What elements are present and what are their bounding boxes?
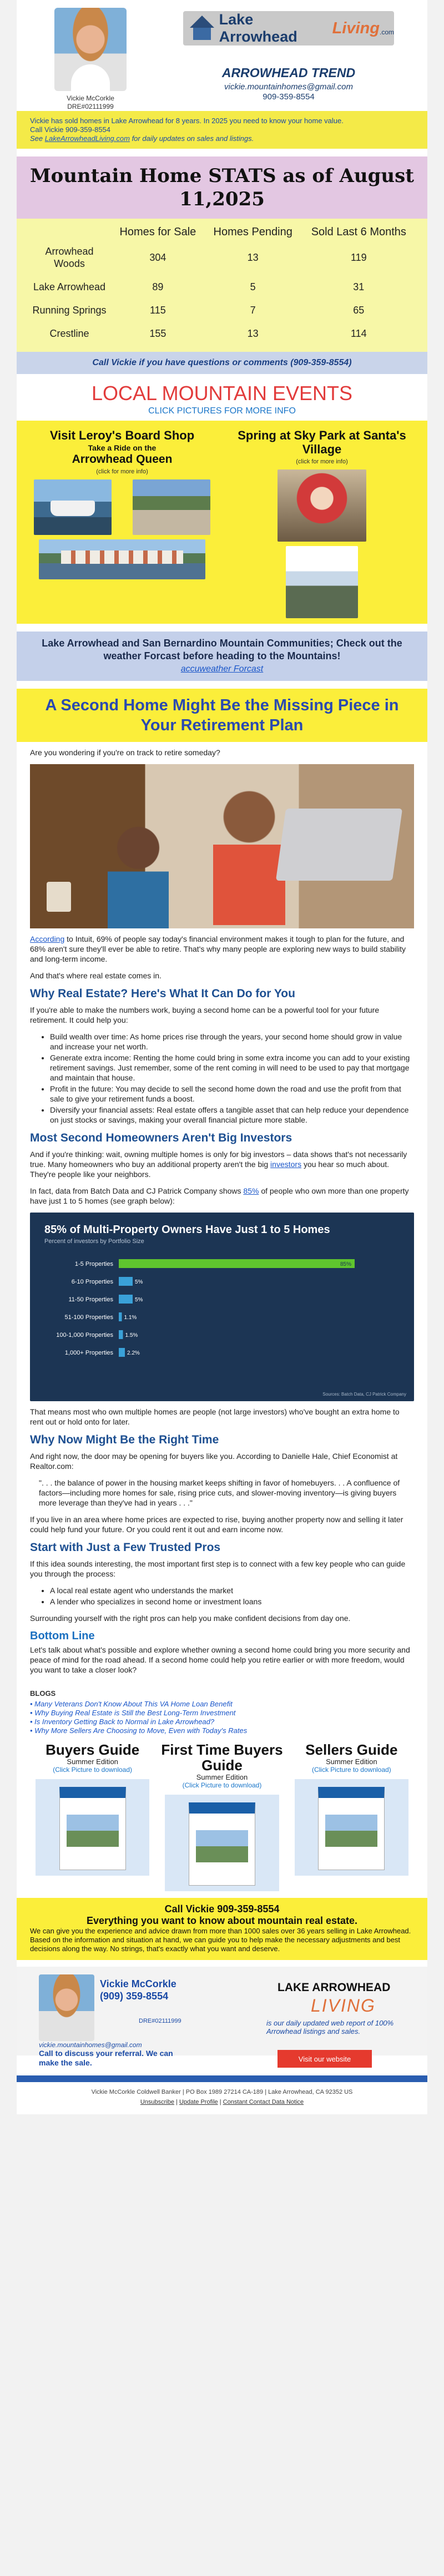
events-title: LOCAL MOUNTAIN EVENTS bbox=[91, 382, 353, 405]
stats-area: Crestline bbox=[49, 328, 89, 339]
footer-discuss: Call to discuss your referral. We can make the sale. bbox=[39, 2049, 173, 2067]
chart-subtitle: Percent of investors by Portfolio Size bbox=[44, 1238, 144, 1245]
stats-header-blank bbox=[28, 222, 111, 240]
header bbox=[17, 0, 427, 111]
stats-pending: 13 bbox=[247, 328, 259, 339]
article-paragraph bbox=[30, 1186, 414, 1206]
article-paragraph: And that's where real estate comes in. bbox=[30, 971, 162, 980]
stats-sold: 65 bbox=[353, 305, 365, 316]
hero-mug bbox=[47, 882, 71, 912]
sellers-guide-cover[interactable] bbox=[318, 1787, 385, 1870]
stats-header-pending: Homes Pending bbox=[213, 226, 292, 238]
house-logo-icon bbox=[186, 13, 216, 43]
data-notice-link[interactable]: Constant Contact Data Notice bbox=[223, 2099, 304, 2105]
stats-for-sale: 89 bbox=[152, 281, 164, 292]
buyers-guide[interactable] bbox=[28, 1742, 157, 1891]
p4-b: you hear so much about. They're people like your neighbors. bbox=[30, 1160, 390, 1179]
stats-sold: 31 bbox=[353, 281, 365, 292]
stats-area: Lake Arrowhead bbox=[33, 281, 106, 292]
update-profile-link[interactable]: Update Profile bbox=[179, 2099, 218, 2105]
table-row bbox=[28, 299, 416, 322]
events-panel bbox=[17, 421, 427, 624]
guide-click: (Click Picture to download) bbox=[182, 1781, 262, 1789]
percent-link[interactable]: 85% bbox=[243, 1186, 259, 1195]
article-paragraph: If you're able to make the numbers work, buying a second home can be a powerful tool for your future retirement. It could help you: bbox=[30, 1006, 380, 1024]
list-item: • Generate extra income: Renting the home could bring in some extra income you can add to your existing retirement savings. Just remember, some of the rent coming in will need to be used to pay that mortgage and maintain that house. bbox=[50, 1053, 414, 1083]
chart-bar bbox=[119, 1295, 133, 1304]
article-hero-image bbox=[30, 764, 414, 928]
article-paragraph: If this idea sounds interesting, the most important first step is to connect with a few key people who can guide you through the process: bbox=[30, 1559, 406, 1578]
stats-area: Running Springs bbox=[32, 305, 107, 316]
lake-arrowhead-living-logo[interactable] bbox=[183, 11, 394, 46]
stats-title: Mountain Home STATS as of August 11,2025 bbox=[17, 156, 427, 219]
guide-edition: Summer Edition bbox=[326, 1757, 377, 1766]
table-row bbox=[28, 322, 416, 345]
stats-sold: 119 bbox=[350, 252, 367, 263]
first-time-buyers-guide[interactable] bbox=[157, 1742, 286, 1891]
buyers-guide-cover[interactable] bbox=[59, 1787, 126, 1870]
call-box-body: We can give you the experience and advice drawn from more than 1000 sales over 36 years selling in Lake Arrowhead. Based on the information and situation at hand, we can guide you to help make the necessary adjustments and best decisions along the way. No strings, that's exactly what you want and deserve. bbox=[30, 1927, 411, 1953]
article-body-4 bbox=[17, 1407, 427, 1427]
stats-call-cta[interactable]: Call Vickie if you have questions or comments (909-359-8554) bbox=[17, 352, 427, 374]
article-title: A Second Home Might Be the Missing Piece in Your Retirement Plan bbox=[17, 689, 427, 742]
blogs-section bbox=[17, 1681, 427, 1737]
chart-bar bbox=[119, 1259, 355, 1268]
guide-title: First Time Buyers Guide bbox=[161, 1741, 283, 1774]
article-lede: Are you wondering if you're on track to retire someday? bbox=[30, 748, 220, 757]
chart-value-label: 5% bbox=[135, 1297, 143, 1303]
article-paragraph: That means most who own multiple homes are people (not large investors) who've bought an extra home to rent out or hold onto for later. bbox=[30, 1407, 400, 1426]
agent-photo bbox=[54, 8, 127, 91]
article-paragraph: Let's talk about what's possible and explore whether owning a second home could bring you more security and peace of mind for the road ahead. If a second home could help you retire earlier or with more freedom, would you want to take a closer look? bbox=[30, 1645, 410, 1674]
section-heading: Start with Just a Few Trusted Pros bbox=[30, 1541, 221, 1554]
intro-line-2: Call Vickie 909-359-8554 bbox=[30, 125, 111, 134]
chart-bar bbox=[119, 1330, 123, 1339]
event-left-title: Visit Leroy's Board Shop bbox=[49, 428, 195, 442]
agent-name: Vickie McCorkle bbox=[67, 94, 114, 102]
event-right-click: (click for more info) bbox=[296, 458, 348, 465]
portfolio-size-chart bbox=[30, 1213, 414, 1401]
chart-value-label: 85% bbox=[340, 1261, 351, 1267]
sky-park-photo[interactable] bbox=[286, 546, 358, 618]
list-item: • Build wealth over time: As home prices rise through the years, your second home should grow in value and increase your net worth. bbox=[50, 1032, 414, 1052]
chart-value-label: 2.2% bbox=[127, 1350, 140, 1356]
footer-address: Vickie McCorkle Coldwell Banker | PO Box 1989 27214 CA-189 | Lake Arrowhead, CA 92352 US bbox=[91, 2089, 353, 2095]
blog-link[interactable]: • Many Veterans Don't Know About This VA Home Loan Benefit bbox=[30, 1700, 414, 1709]
footer-links: Unsubscribe | Update Profile | Constant Contact Data Notice bbox=[140, 2099, 304, 2105]
chart-value-label: 5% bbox=[135, 1279, 143, 1285]
section-heading: Why Real Estate? Here's What It Can Do for You bbox=[30, 987, 295, 1000]
logo-text-lake-arrowhead: Lake Arrowhead bbox=[219, 11, 297, 45]
stats-area: Arrowhead Woods bbox=[45, 246, 94, 269]
section-heading: Most Second Homeowners Aren't Big Investors bbox=[30, 1132, 292, 1144]
chart-value-label: 1.5% bbox=[125, 1332, 138, 1338]
intro-line-3 bbox=[30, 134, 414, 143]
newsletter bbox=[17, 0, 427, 2114]
logo-text-living: Living bbox=[332, 19, 380, 37]
article-paragraph: If you live in an area where home prices are expected to rise, buying another property now and selling it later could help fund your future. Or you could rent it out and earn income now. bbox=[30, 1515, 403, 1534]
investors-link[interactable]: investors bbox=[270, 1160, 302, 1169]
call-box-subtitle: Everything you want to know about mountain real estate. bbox=[86, 1915, 358, 1926]
list-item: • A lender who specializes in second home or investment loans bbox=[50, 1597, 414, 1607]
article-body-2 bbox=[17, 1005, 427, 1125]
stats-table-box bbox=[17, 219, 427, 352]
agent-name-block bbox=[54, 94, 127, 111]
p4-a: And if you're thinking: wait, owning multiple homes is only for big investors – data shows that's not necessarily true. Many homeowners who buy an additional property aren't the big bbox=[30, 1150, 407, 1169]
hero-laptop bbox=[276, 809, 402, 881]
chart-value-label: 1.1% bbox=[124, 1315, 137, 1321]
event-santas-village[interactable] bbox=[222, 428, 422, 618]
intro-line-3-suffix: for daily updates on sales and listings. bbox=[129, 134, 254, 143]
footer-name-block bbox=[100, 1978, 176, 2002]
chart-category-label: 100-1,000 Properties bbox=[56, 1332, 113, 1338]
p5-b: of people who own more than one property have just 1 to 5 homes (see graph below): bbox=[30, 1186, 409, 1205]
article-paragraph bbox=[30, 1149, 414, 1179]
stats-table bbox=[28, 222, 416, 345]
stats-for-sale: 304 bbox=[149, 252, 167, 263]
sellers-guide[interactable] bbox=[287, 1742, 416, 1891]
hero-boy bbox=[108, 825, 169, 928]
guide-click: (Click Picture to download) bbox=[311, 1766, 391, 1774]
blogs-title: BLOGS bbox=[30, 1689, 56, 1698]
article-paragraph bbox=[30, 934, 414, 964]
guide-edition: Summer Edition bbox=[196, 1773, 248, 1781]
stats-for-sale: 115 bbox=[150, 305, 166, 316]
article-body-1 bbox=[17, 928, 427, 981]
arrowhead-queen-photo[interactable] bbox=[34, 479, 112, 535]
stats-sold: 114 bbox=[350, 328, 367, 339]
stats-header-sold: Sold Last 6 Months bbox=[311, 226, 406, 238]
stats-header-for-sale: Homes for Sale bbox=[119, 226, 196, 238]
table-row bbox=[28, 240, 416, 275]
intuit-link[interactable]: According bbox=[30, 935, 65, 943]
article-body-3 bbox=[17, 1149, 427, 1206]
guide-title: Buyers Guide bbox=[46, 1741, 140, 1758]
stats-for-sale: 155 bbox=[149, 328, 167, 339]
hero-woman bbox=[213, 786, 285, 925]
blog-link[interactable]: • Is Inventory Getting Back to Normal in Lake Arrowhead? bbox=[30, 1718, 414, 1726]
call-box bbox=[17, 1898, 427, 1960]
article-body-7 bbox=[17, 1559, 427, 1623]
event-left-click: (click for more info) bbox=[96, 468, 148, 475]
chart-bar bbox=[119, 1277, 133, 1286]
p5-a: In fact, data from Batch Data and CJ Patrick Company shows bbox=[30, 1186, 244, 1195]
article-paragraph: Surrounding yourself with the right pros can help you make confident decisions from day one. bbox=[30, 1614, 351, 1623]
guide-edition: Summer Edition bbox=[67, 1757, 118, 1766]
intro-see: See bbox=[30, 134, 45, 143]
intro-line-1: Vickie has sold homes in Lake Arrowhead for 8 years. In 2025 you need to know your home value. bbox=[30, 117, 344, 125]
table-row bbox=[28, 275, 416, 299]
logo-text-com: .com bbox=[379, 28, 394, 36]
article-body-6 bbox=[17, 1514, 427, 1534]
unsubscribe-link[interactable]: Unsubscribe bbox=[140, 2099, 174, 2105]
event-board-shop[interactable] bbox=[22, 428, 222, 618]
santas-village-photo[interactable] bbox=[278, 469, 366, 542]
benefits-list bbox=[30, 1032, 414, 1125]
footer-dre: DRE#02111999 bbox=[139, 2018, 181, 2024]
chart-bar bbox=[119, 1312, 122, 1321]
list-item: • A local real estate agent who understands the market bbox=[50, 1585, 414, 1595]
lake-village-photo[interactable] bbox=[39, 539, 205, 579]
footer-card bbox=[17, 1967, 427, 2067]
chart-category-label: 1,000+ Properties bbox=[64, 1350, 113, 1356]
guide-click: (Click Picture to download) bbox=[53, 1766, 133, 1774]
section-heading: Why Now Might Be the Right Time bbox=[30, 1433, 219, 1446]
event-left-sub1: Take a Ride on the bbox=[88, 443, 157, 452]
list-item: • Profit in the future: You may decide to sell the second home down the road and use the profit from that sale to give your retirement funds a boost. bbox=[50, 1084, 414, 1104]
agent-dre: DRE#02111999 bbox=[67, 103, 114, 110]
guides-section bbox=[17, 1737, 427, 1891]
weather-box bbox=[17, 632, 427, 681]
blog-link[interactable]: • Why Buying Real Estate is Still the Best Long-Term Investment bbox=[30, 1709, 414, 1718]
bottom-line-heading: Bottom Line bbox=[30, 1630, 95, 1642]
article-lede-block bbox=[17, 742, 427, 757]
footer-tagline: is our daily updated web report of 100% Arrowhead listings and sales. bbox=[266, 2019, 394, 2035]
event-right-title: Spring at Sky Park at Santa's Village bbox=[238, 428, 406, 456]
call-box-title[interactable]: Call Vickie 909-359-8554 bbox=[164, 1903, 280, 1915]
blog-link[interactable]: • Why More Sellers Are Choosing to Move, Even with Today's Rates bbox=[30, 1726, 414, 1735]
header-phone[interactable]: 909-359-8554 bbox=[263, 92, 315, 102]
chart-category-label: 1-5 Properties bbox=[74, 1261, 113, 1267]
event-left-sub2: Arrowhead Queen bbox=[72, 453, 173, 466]
guide-title: Sellers Guide bbox=[305, 1741, 398, 1758]
stats-pending: 5 bbox=[250, 281, 256, 292]
chart-category-label: 6-10 Properties bbox=[71, 1279, 113, 1285]
board-shop-photo[interactable] bbox=[133, 479, 210, 535]
intro-box bbox=[17, 111, 427, 149]
chart-plot bbox=[30, 1213, 414, 1401]
pros-list bbox=[30, 1585, 414, 1607]
chart-source: Sources: Batch Data, CJ Patrick Company bbox=[322, 1392, 406, 1397]
chart-bar bbox=[119, 1348, 125, 1357]
article-paragraph: And right now, the door may be opening for buyers like you. According to Danielle Hale, Chief Economist at Realtor.com: bbox=[30, 1452, 398, 1471]
chart-title: 85% of Multi-Property Owners Have Just 1 to 5 Homes bbox=[44, 1224, 330, 1236]
footer-name: Vickie McCorkle bbox=[100, 1978, 176, 1989]
list-item: • Diversify your financial assets: Real estate offers a tangible asset that can help reduce your dependence on just stocks or savings, making your overall financial picture more stable. bbox=[50, 1105, 414, 1125]
stats-pending: 7 bbox=[250, 305, 256, 316]
header-email[interactable]: vickie.mountainhomes@gmail.com bbox=[224, 82, 353, 92]
stats-pending: 13 bbox=[247, 252, 259, 263]
realtor-quote: ". . . the balance of power in the housing market keeps shifting in favor of homebuyers. . . A confluence of factors—including more homes for sale, rising price cuts, and slower-moving inventory—is giving buyers more leverage than they've had in years . . ." bbox=[39, 1478, 400, 1507]
visit-website-button[interactable]: Visit our website bbox=[278, 2050, 372, 2068]
first-time-buyers-guide-cover[interactable] bbox=[189, 1802, 255, 1886]
chart-category-label: 51-100 Properties bbox=[64, 1314, 113, 1321]
footer-phone[interactable]: (909) 359-8554 bbox=[100, 1991, 169, 2002]
newsletter-title: ARROWHEAD TREND bbox=[221, 65, 356, 80]
footer-logo-living: LIVING bbox=[311, 1996, 376, 2016]
chart-category-label: 11-50 Properties bbox=[68, 1296, 113, 1303]
article-p1-text: to Intuit, 69% of people say today's financial environment makes it tough to plan for the future, and 68% aren't sure they'll ever be able to retire. That's why many people are exploring new ways to build stability and long-term income. bbox=[30, 935, 406, 963]
footer-email[interactable]: vickie.mountainhomes@gmail.com bbox=[39, 2041, 142, 2049]
footer-agent-photo bbox=[39, 1974, 94, 2041]
article-body-8 bbox=[17, 1645, 427, 1675]
website-link[interactable]: LakeArrowheadLiving.com bbox=[44, 134, 130, 143]
footer-divider bbox=[17, 2075, 427, 2082]
weather-text: Lake Arrowhead and San Bernardino Mountain Communities; Check out the weather Forcast before heading to the Mountains! bbox=[42, 638, 402, 661]
events-subtitle: CLICK PICTURES FOR MORE INFO bbox=[148, 406, 296, 416]
article-body-5 bbox=[17, 1451, 427, 1471]
weather-link[interactable]: accuweather Forcast bbox=[180, 664, 264, 674]
footer-logo-lake-arrowhead: LAKE ARROWHEAD bbox=[278, 1981, 391, 1994]
